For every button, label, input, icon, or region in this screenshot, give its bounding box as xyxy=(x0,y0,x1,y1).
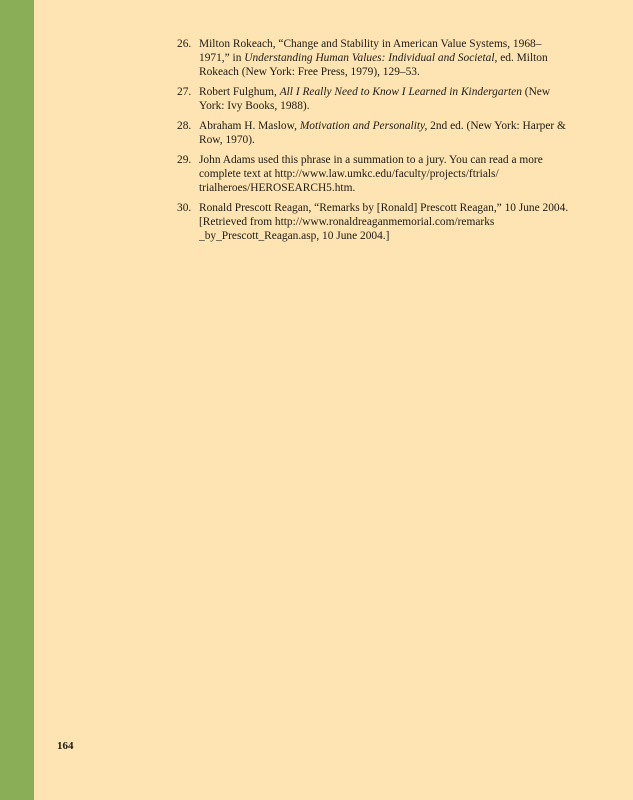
endnote-title-italic: All I Really Need to Know I Learned in Kindergarten xyxy=(279,86,522,98)
endnote-text-segment: (New York: Ivy Books, 1988). xyxy=(199,86,551,112)
endnote-item xyxy=(177,85,572,113)
endnote-text-segment: Milton Rokeach, “Change and Stability in American Value Systems, 1968–1971,” in xyxy=(199,38,542,64)
endnote-text-segment: ed. Milton Rokeach (New York: Free Press, 1979), 129–53. xyxy=(199,52,548,78)
endnote-text xyxy=(199,37,572,79)
endnote-number: 30. xyxy=(177,202,192,214)
endnote-text-segment: Ronald Prescott Reagan, “Remarks by [Ronald] Prescott Reagan,” 10 June 2004. [Retrieved from http://www.ronaldreaganmemorial.com/remarks​_by_Prescott_Reagan.asp, 10 June 2004.] xyxy=(199,202,569,242)
endnote-text-segment: John Adams used this phrase in a summation to a jury. You can read a more complete text at http://www.law.umkc.edu/faculty/projects/ftrials/​trialheroes/HEROSEARCH5.htm. xyxy=(199,154,543,194)
endnote-item xyxy=(177,37,572,79)
endnote-item xyxy=(177,119,572,147)
page-number: 164 xyxy=(57,740,74,752)
endnote-text-segment: Abraham H. Maslow, xyxy=(199,120,300,132)
endnote-title-italic: Understanding Human Values: Individual and Societal, xyxy=(244,52,498,64)
endnote-number: 27. xyxy=(177,86,192,98)
endnote-title-italic: Motivation and Personality, xyxy=(299,120,428,132)
endnote-item xyxy=(177,153,572,195)
endnote-number: 26. xyxy=(177,38,192,50)
endnote-number: 28. xyxy=(177,120,192,132)
endnote-number: 29. xyxy=(177,154,192,166)
endnote-text xyxy=(199,201,572,243)
endnote-text-segment: 2nd ed. (New York: Harper & Row, 1970). xyxy=(199,120,566,146)
endnote-text xyxy=(199,153,572,195)
endnote-text xyxy=(199,85,572,113)
endnote-item xyxy=(177,201,572,243)
side-color-band xyxy=(0,0,34,800)
endnote-text xyxy=(199,119,572,147)
endnote-text-segment: Robert Fulghum, xyxy=(199,86,280,98)
endnotes-list xyxy=(177,37,572,249)
